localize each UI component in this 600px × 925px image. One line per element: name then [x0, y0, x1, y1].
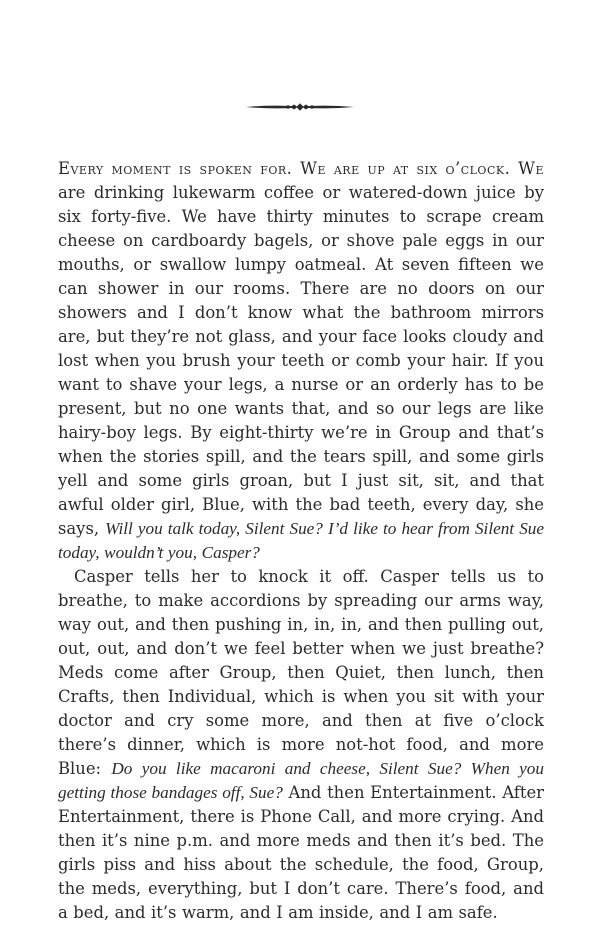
blue-quote-1: Will you talk today, Silent Sue? I’d like to hear from Silent Sue today, wouldn’t you, Casper?: [58, 519, 545, 562]
chapter-lead-in: Every moment is spoken for. We are up at six o’clock. We: [58, 159, 544, 178]
body-text: [58, 157, 544, 925]
blue-quote-2: Do you like macaroni and cheese, Silent Sue? When you getting those bandages off, Sue?: [58, 759, 544, 802]
flourish-divider-icon: [244, 99, 356, 115]
paragraph-2-text-a: Casper tells her to knock it off. Casper tells us to breathe, to make accordions by spreading our arms way, way out, and then pushing in, in, in, and then pulling out, out, out, and don’t we feel better when we just breathe? Meds come after Group, then Quiet, then lunch, then Crafts, then Individual, which is when you sit with your doctor and cry some more, and then at five o’clock there’s dinner, which is more not-hot food, and more Blue:: [58, 567, 544, 778]
paragraph-1-text: are drinking lukewarm coffee or watered-down juice by six forty-five. We have thirty minutes to scrape cream cheese on cardboardy bagels, or shove pale eggs in our mouths, or swallow lumpy oatmeal. At seven fifteen we can shower in our rooms. There are no doors on our showers and I don’t know what the bathroom mirrors are, but they’re not glass, and your face looks cloudy and lost when you brush your teeth or comb your hair. If you want to shave your legs, a nurse or an orderly has to be present, but no one wants that, and so our legs are like hairy-boy legs. By eight-thirty we’re in Group and that’s when the stories spill, and the tears spill, and some girls yell and some girls groan, but I just sit, sit, and that awful older girl, Blue, with the bad teeth, every day, she says,: [58, 183, 544, 538]
paragraph-2-text-b: And then Entertainment. After Entertainment, there is Phone Call, and more crying. And then it’s nine p.m. and more meds and then it’s bed. The girls piss and hiss about the schedule, the food, Group, the meds, everything, but I don’t care. There’s food, and a bed, and it’s warm, and I am inside, and I am safe.: [58, 783, 544, 922]
paragraph-1: [58, 157, 544, 565]
paragraph-2: [58, 565, 544, 925]
ornament-divider: [0, 99, 600, 115]
